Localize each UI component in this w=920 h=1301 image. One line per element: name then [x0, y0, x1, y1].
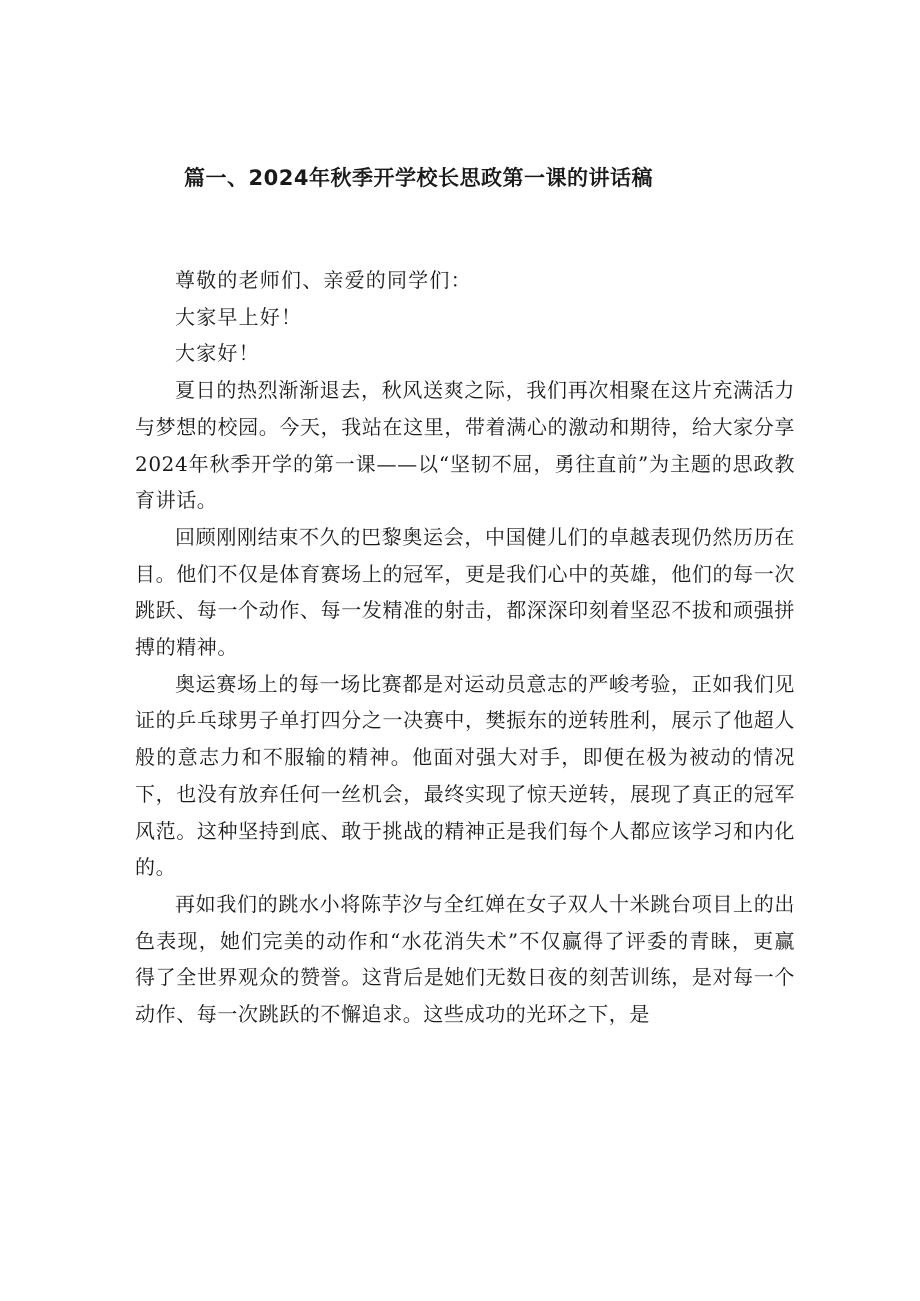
paragraph-greeting-morning: 大家早上好！ [175, 304, 303, 329]
paragraph-greeting: 大家好！ [175, 341, 260, 366]
paragraph-diving: 再如我们的跳水小将陈芋汐与全红婵在女子双人十米跳台项目上的出色表现，她们完美的动作和“水花消失术”不仅赢得了评委的青睐，更赢得了全世界观众的赞誉。这背后是她们无数日夜的刻苦训练，是对每一个动作、每一次跳跃的不懈追求。这些成功的光环之下，是 [135, 891, 795, 1027]
paragraph-opening: 夏日的热烈渐渐退去，秋风送爽之际，我们再次相聚在这片充满活力与梦想的校园。今天，我站在这里，带着满心的激动和期待，给大家分享2024年秋季开学的第一课——以“坚韧不屈，勇往直前”为主题的思政教育讲话。 [135, 378, 795, 513]
paragraph-olympics-review: 回顾刚刚结束不久的巴黎奥运会，中国健儿们的卓越表现仍然历历在目。他们不仅是体育赛场上的冠军，更是我们心中的英雄，他们的每一次跳跃、每一个动作、每一发精准的射击，都深深印刻着坚忍不拔和顽强拼搏的精神。 [135, 524, 795, 660]
document-title: 篇一、2024年秋季开学校长思政第一课的讲话稿 [184, 166, 653, 190]
paragraph-salutation: 尊敬的老师们、亲爱的同学们： [175, 268, 472, 292]
paragraph-table-tennis: 奥运赛场上的每一场比赛都是对运动员意志的严峻考验，正如我们见证的乒乓球男子单打四分之一决赛中，樊振东的逆转胜利，展示了他超人般的意志力和不服输的精神。他面对强大对手，即便在极为被动的情况下，也没有放弃任何一丝机会，最终实现了惊天逆转，展现了真正的冠军风范。这种坚持到底、敢于挑战的精神正是我们每个人都应该学习和内化的。 [135, 671, 795, 880]
document-body [135, 262, 795, 1033]
